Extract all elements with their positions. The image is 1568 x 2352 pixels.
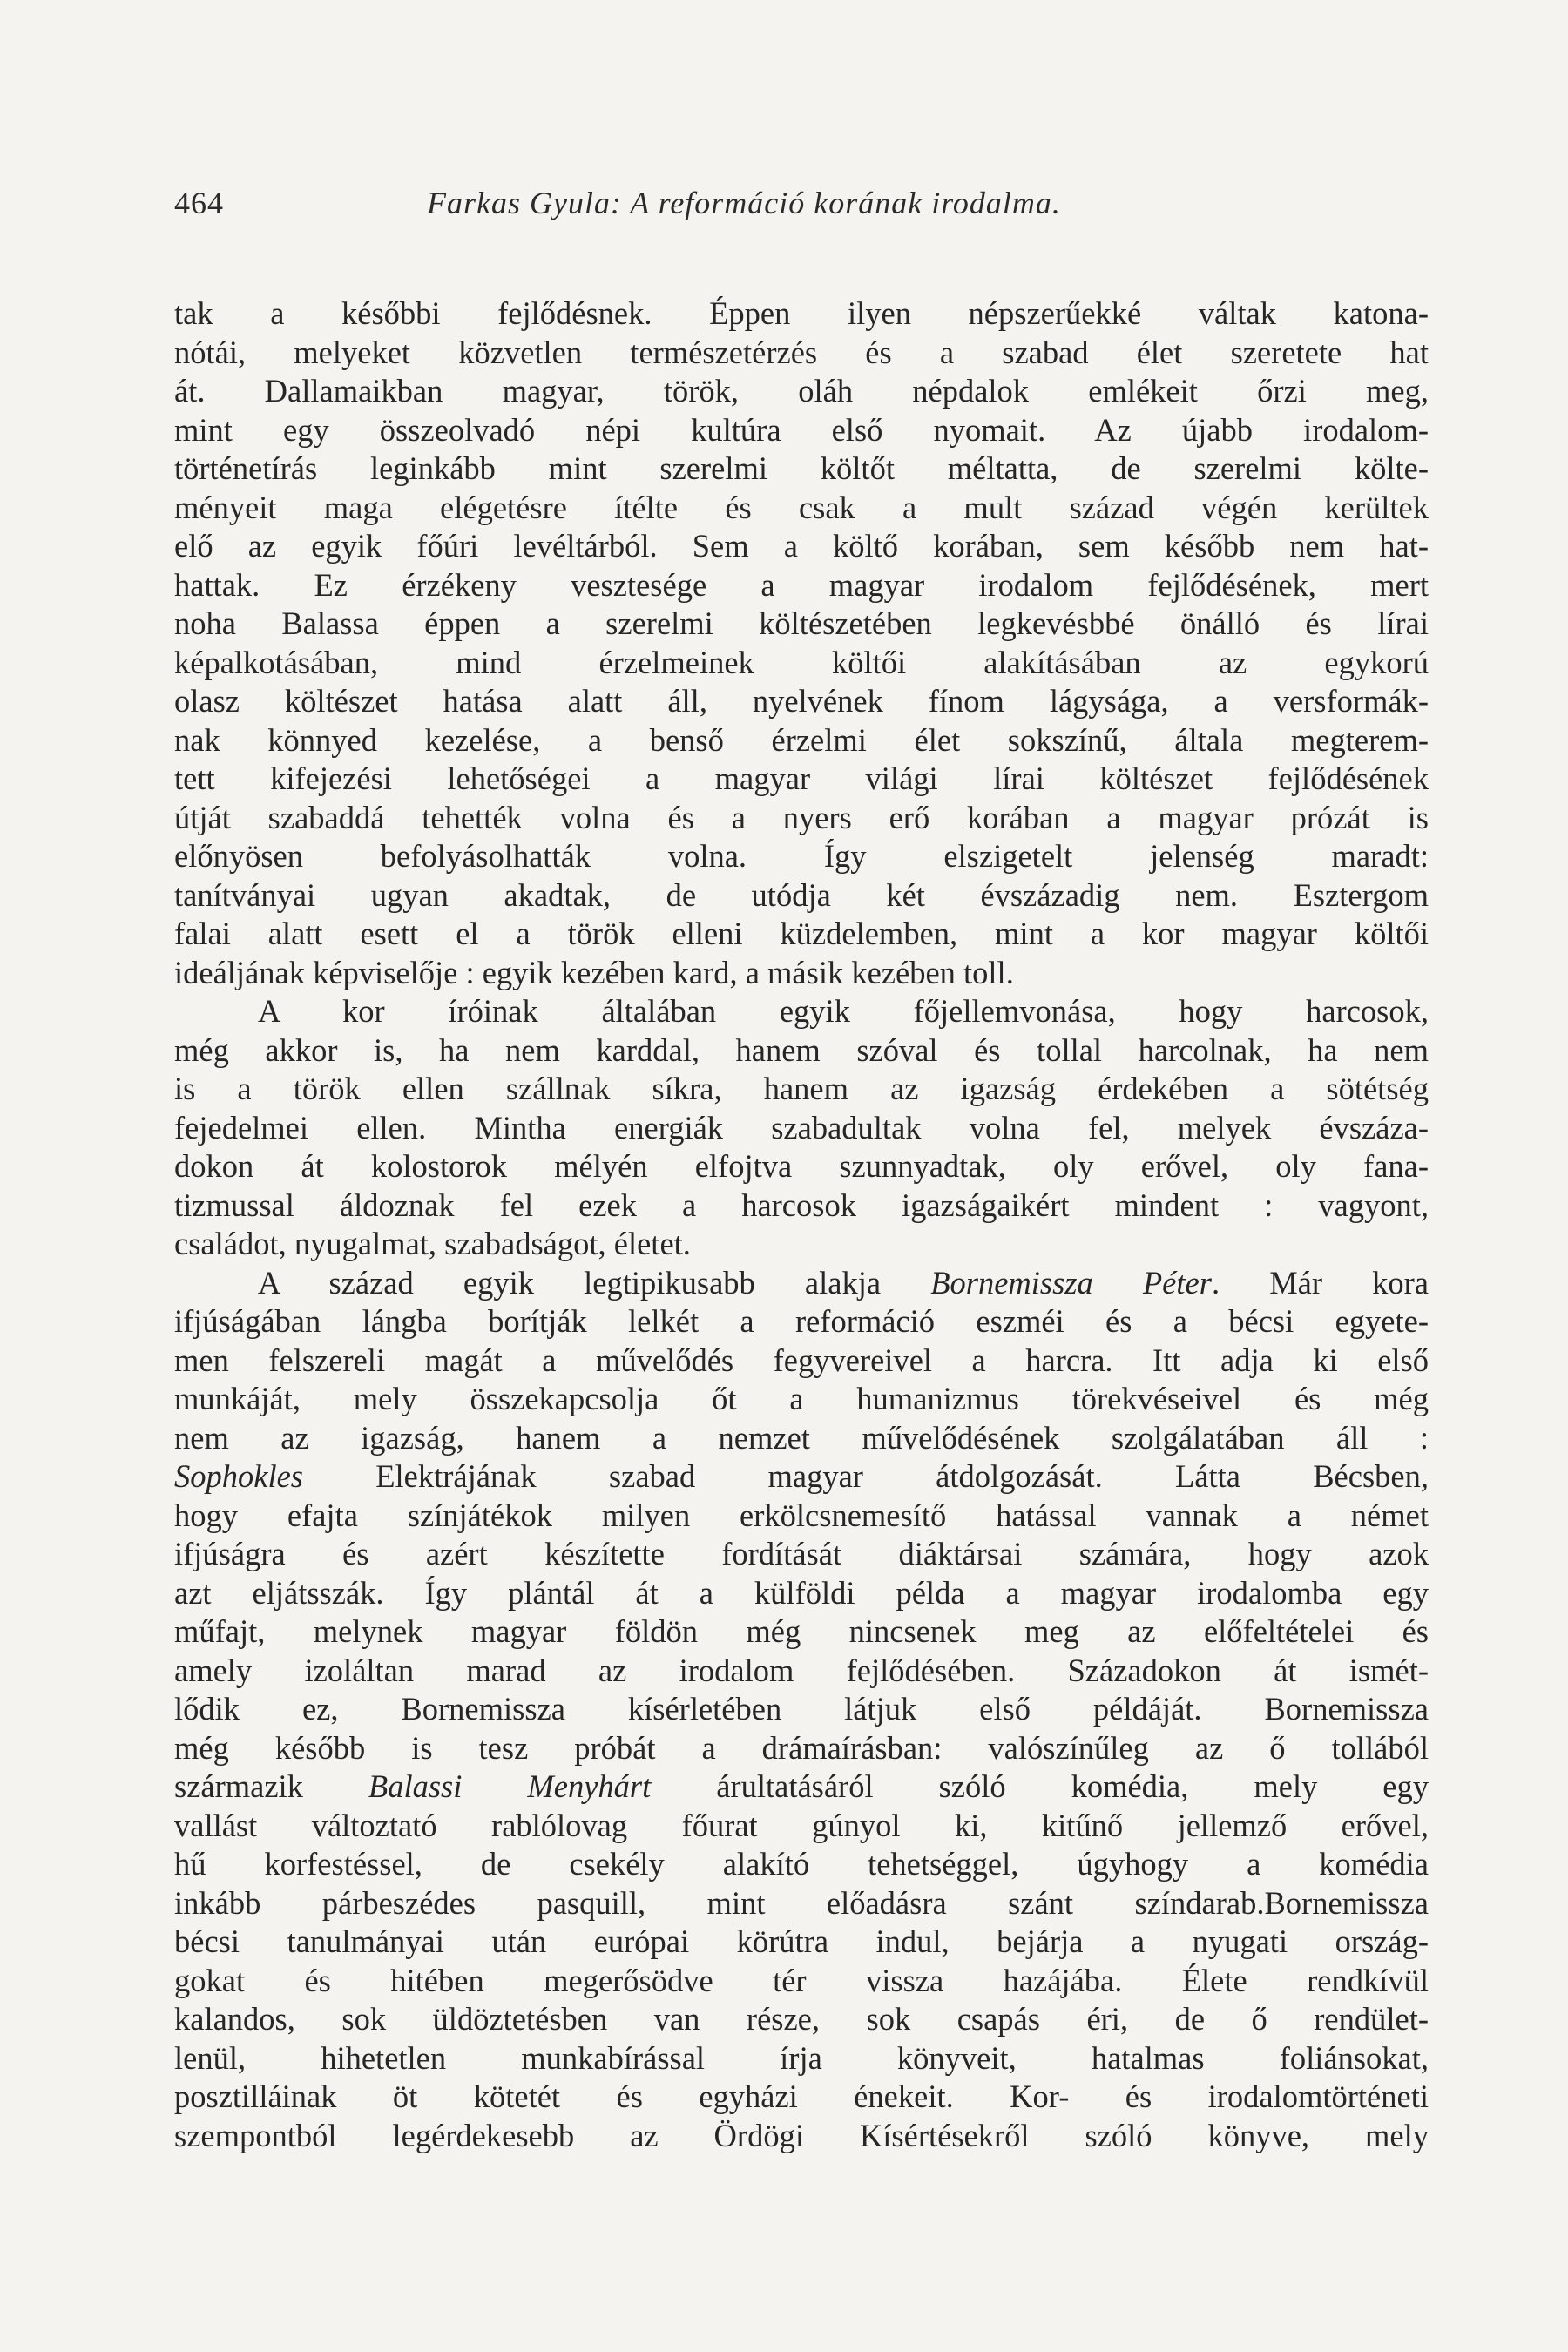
text-run: ményeit maga elégetésre ítélte és csak a mult század végén kerültek <box>174 489 1429 525</box>
text-line <box>174 2000 1429 2039</box>
text-run: előnyösen befolyásolhatták volna. Így elszigetelt jelenség maradt: <box>174 838 1429 874</box>
text-run: posztilláinak öt kötetét és egyházi énekeit. Kor- és irodalomtörténeti <box>174 2078 1429 2114</box>
text-line <box>174 1342 1429 1381</box>
text-line <box>174 294 1429 334</box>
italic-name: Bornemissza Péter <box>930 1264 1212 1301</box>
text-run: tak a későbbi fejlődésnek. Éppen ilyen népszerűekké váltak katona- <box>174 295 1429 331</box>
text-run: hű korfestéssel, de csekély alakító tehetséggel, úgyhogy a komédia <box>174 1846 1429 1882</box>
text-run: azt eljátsszák. Így plántál át a külföldi példa a magyar irodalomba egy <box>174 1574 1429 1611</box>
text-run: falai alatt esett el a török elleni küzdelemben, mint a kor magyar költői <box>174 916 1429 951</box>
text-run: még később is tesz próbát a drámaírásban: valószínűleg az ő tollából <box>174 1729 1429 1766</box>
text-run: származik <box>174 1768 368 1804</box>
text-line <box>174 1884 1429 1923</box>
text-run: árultatásáról szóló komédia, mely egy <box>651 1768 1429 1804</box>
text-run: Elektrájának szabad magyar átdolgozását. Látta Bécsben, <box>303 1458 1429 1494</box>
body-text <box>174 294 1429 2155</box>
text-line <box>174 411 1429 450</box>
text-line <box>174 1070 1429 1109</box>
text-run: is a török ellen szállnak síkra, hanem az igazság érdekében a sötétség <box>174 1071 1429 1106</box>
text-run: tizmussal áldoznak fel ezek a harcosok igazságaikért mindent : vagyont, <box>174 1186 1429 1223</box>
text-line <box>174 1302 1429 1342</box>
text-run: lődik ez, Bornemissza kísérletében látjuk első példáját. Bornemissza <box>174 1691 1429 1727</box>
text-run: történetírás leginkább mint szerelmi költőt méltatta, de szerelmi költe- <box>174 450 1429 486</box>
text-line <box>174 1147 1429 1186</box>
italic-name: Balassi Menyhárt <box>368 1768 652 1804</box>
text-line <box>174 1767 1429 1807</box>
text-line <box>174 1109 1429 1148</box>
text-run: ifjúságra és azért készítette fordítását diáktársai számára, hogy azok <box>174 1536 1429 1571</box>
text-line <box>174 799 1429 838</box>
text-run: kalandos, sok üldöztetésben van része, sok csapás éri, de ő rendület- <box>174 2001 1429 2037</box>
text-line <box>174 1845 1429 1884</box>
text-line <box>174 837 1429 876</box>
text-line <box>174 334 1429 373</box>
text-run: tett kifejezési lehetőségei a magyar világi lírai költészet fejlődésének <box>174 760 1429 796</box>
text-run: noha Balassa éppen a szerelmi költészetében legkevésbbé önálló és lírai <box>174 605 1429 641</box>
text-line <box>174 1380 1429 1419</box>
text-run: képalkotásában, mind érzelmeinek költői alakításában az egykorú <box>174 644 1429 680</box>
text-line <box>174 876 1429 916</box>
text-run: A kor íróinak általában egyik főjellemvonása, hogy harcosok, <box>258 993 1429 1029</box>
text-line <box>174 1186 1429 1226</box>
text-line <box>174 2117 1429 2156</box>
text-run: családot, nyugalmat, szabadságot, életet. <box>174 1226 691 1261</box>
text-run: fejedelmei ellen. Mintha energiák szabadultak volna fel, melyek évszáza- <box>174 1109 1429 1146</box>
text-line <box>174 1923 1429 1962</box>
text-line <box>174 1574 1429 1613</box>
text-run: . Már kora <box>1211 1264 1429 1301</box>
text-line <box>174 2078 1429 2117</box>
text-run: szempontból legérdekesebb az Ördögi Kísértésekről szóló könyve, mely <box>174 2117 1429 2153</box>
text-line <box>174 1962 1429 2001</box>
text-run: amely izoláltan marad az irodalom fejlődésében. Századokon át ismét- <box>174 1652 1429 1688</box>
text-run: még akkor is, ha nem karddal, hanem szóval és tollal harcolnak, ha nem <box>174 1031 1429 1068</box>
text-line <box>174 605 1429 644</box>
text-line <box>174 527 1429 566</box>
text-line <box>174 372 1429 411</box>
running-head-title: Farkas Gyula: A reformáció korának irodalma. <box>427 186 1061 220</box>
text-run: mint egy összeolvadó népi kultúra első nyomait. Az újabb irodalom- <box>174 411 1429 448</box>
text-run: útját szabaddá tehették volna és a nyers erő korában a magyar prózát is <box>174 799 1429 835</box>
text-line <box>174 682 1429 721</box>
text-line <box>174 1729 1429 1768</box>
text-run: ideáljának képviselője : egyik kezében kard, a másik kezében toll. <box>174 954 1014 990</box>
text-run: nótái, melyeket közvetlen természetérzés és a szabad élet szeretete hat <box>174 334 1429 370</box>
text-run: át. Dallamaikban magyar, török, oláh népdalok emlékeit őrzi meg, <box>174 373 1429 409</box>
text-line <box>174 954 1429 993</box>
text-run: dokon át kolostorok mélyén elfojtva szunnyadtak, oly erővel, oly fana- <box>174 1148 1429 1184</box>
text-run: A század egyik legtipikusabb alakja <box>258 1264 931 1301</box>
text-run: olasz költészet hatása alatt áll, nyelvének fínom lágysága, a versformák- <box>174 683 1429 719</box>
text-line <box>174 489 1429 528</box>
text-line <box>174 1457 1429 1497</box>
text-line <box>174 644 1429 683</box>
text-line <box>174 1690 1429 1729</box>
text-run: nak könnyed kezelése, a benső érzelmi élet sokszínű, általa megterem- <box>174 721 1429 758</box>
text-run: hogy efajta színjátékok milyen erkölcsnemesítő hatással vannak a német <box>174 1497 1429 1533</box>
text-line <box>174 1535 1429 1574</box>
text-line <box>174 566 1429 605</box>
text-run: elő az egyik főúri levéltárból. Sem a költő korában, sem később nem hat- <box>174 528 1429 564</box>
text-line <box>174 1264 1429 1303</box>
text-run: műfajt, melynek magyar földön még nincsenek meg az előfeltételei és <box>174 1613 1429 1649</box>
text-line <box>174 760 1429 799</box>
text-run: gokat és hitében megerősödve tér vissza hazájába. Élete rendkívül <box>174 1962 1429 1998</box>
text-line <box>174 1031 1429 1071</box>
text-run: nem az igazság, hanem a nemzet művelődésének szolgálatában áll : <box>174 1419 1429 1456</box>
text-line <box>174 721 1429 760</box>
italic-name: Sophokles <box>174 1458 303 1494</box>
running-head <box>174 181 1429 225</box>
text-run: hattak. Ez érzékeny vesztesége a magyar irodalom fejlődésének, mert <box>174 566 1429 603</box>
text-line <box>174 1612 1429 1652</box>
text-run: bécsi tanulmányai után európai körútra indul, bejárja a nyugati ország- <box>174 1923 1429 1959</box>
text-line <box>174 1225 1429 1264</box>
text-run: lenül, hihetetlen munkabírással írja könyveit, hatalmas foliánsokat, <box>174 2039 1429 2076</box>
text-line <box>174 1807 1429 1846</box>
text-line <box>174 1497 1429 1536</box>
text-line <box>174 992 1429 1031</box>
text-line <box>174 1652 1429 1691</box>
text-run: inkább párbeszédes pasquill, mint előadásra szánt színdarab.Bornemissza <box>174 1884 1429 1921</box>
text-line <box>174 915 1429 954</box>
text-run: tanítványai ugyan akadtak, de utódja két évszázadig nem. Esztergom <box>174 876 1429 913</box>
text-run: munkáját, mely összekapcsolja őt a humanizmus törekvéseivel és még <box>174 1381 1429 1416</box>
text-line <box>174 1419 1429 1458</box>
page-number: 464 <box>174 186 224 220</box>
text-line <box>174 2039 1429 2078</box>
text-run: vallást változtató rablólovag főurat gúnyol ki, kitűnő jellemző erővel, <box>174 1807 1429 1843</box>
text-run: men felszereli magát a művelődés fegyvereivel a harcra. Itt adja ki első <box>174 1342 1429 1378</box>
text-line <box>174 449 1429 489</box>
text-run: ifjúságában lángba borítják lelkét a reformáció eszméi és a bécsi egyete- <box>174 1303 1429 1339</box>
